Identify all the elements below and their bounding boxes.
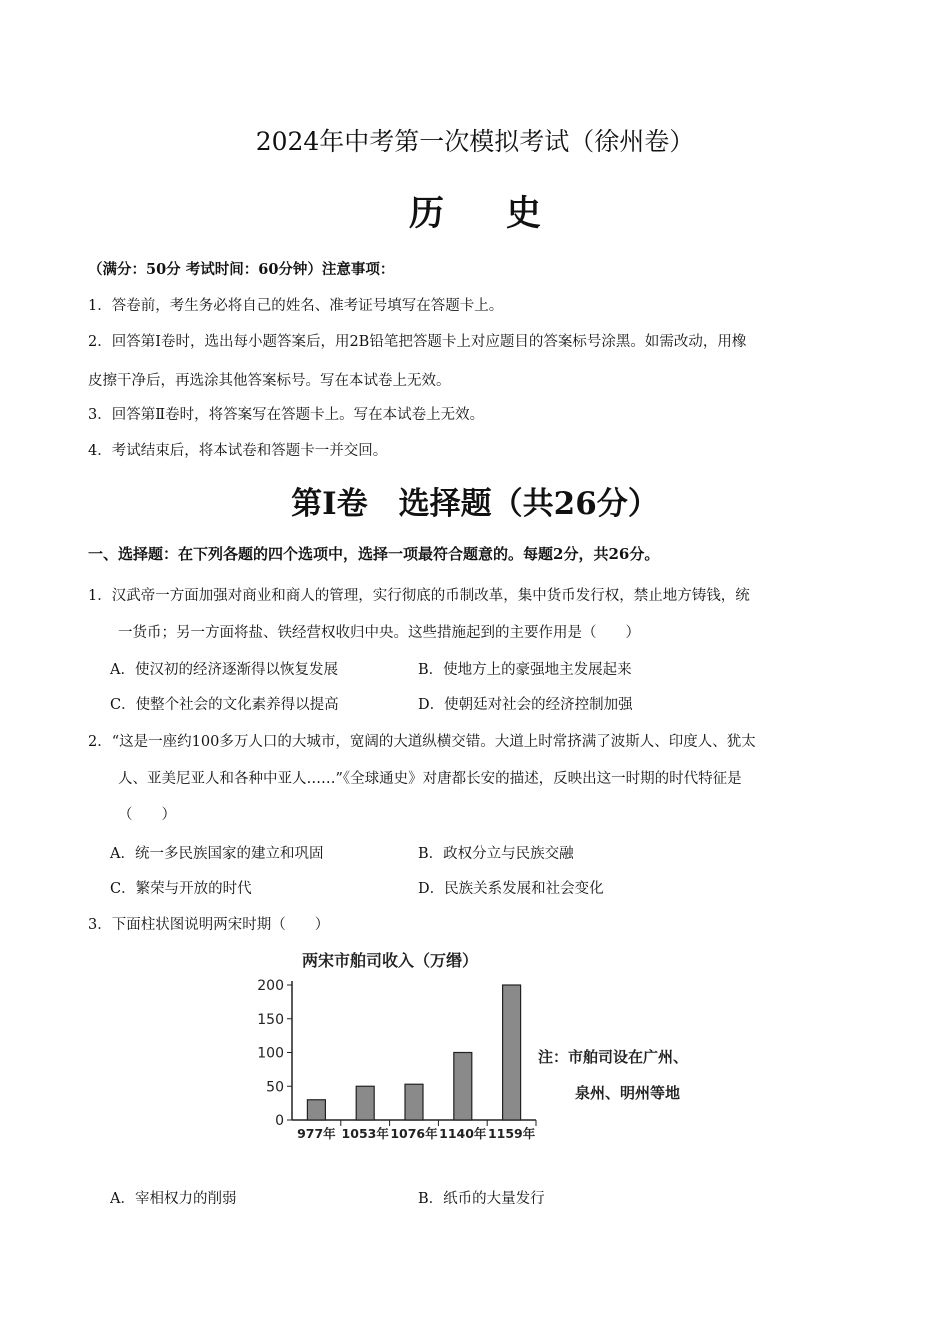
- chart-y-tick-label: 0: [275, 1113, 284, 1129]
- question-2-line-2: 人、亚美尼亚人和各种中亚人……”《全球通史》对唐都长安的描述，反映出这一时期的时代特征是: [118, 771, 742, 787]
- question-2-option-d: D．民族关系发展和社会变化: [418, 881, 604, 897]
- chart-x-tick-label: 1140年: [439, 1126, 487, 1141]
- question-1-option-d: D．使朝廷对社会的经济控制加强: [418, 697, 633, 713]
- chart-x-tick-label: 1076年: [390, 1126, 438, 1141]
- note-2: 2．回答第Ⅰ卷时，选出每小题答案后，用2B铅笔把答题卡上对应题目的答案标号涂黑。如需改动，用橡: [88, 334, 747, 350]
- note-3: 3．回答第Ⅱ卷时，将答案写在答题卡上。写在本试卷上无效。: [88, 407, 485, 423]
- exam-title: 2024年中考第一次模拟考试（徐州卷）: [255, 127, 695, 156]
- exam-meta: （满分：50分 考试时间：60分钟）注意事项：: [88, 261, 395, 278]
- question-3-line-1: 3．下面柱状图说明两宋时期（ ）: [88, 917, 330, 933]
- question-2-line-3: （ ）: [118, 807, 176, 823]
- question-3-option-a: A．宰相权力的削弱: [110, 1191, 237, 1207]
- chart-bar: [454, 1053, 472, 1121]
- question-1-option-c: C．使整个社会的文化素养得以提高: [110, 697, 339, 713]
- chart-y-tick-label: 150: [257, 1011, 284, 1028]
- question-2-line-1: 2．“这是一座约100多万人口的大城市，宽阔的大道纵横交错。大道上时常挤满了波斯人、印度人、犹太: [88, 734, 756, 750]
- question-1-line-1: 1．汉武帝一方面加强对商业和商人的管理，实行彻底的币制改革，集中货币发行权，禁止地方铸钱，统: [88, 588, 750, 604]
- section-title: 第Ⅰ卷 选择题（共26分）: [291, 486, 659, 522]
- question-1-option-b: B．使地方上的豪强地主发展起来: [418, 662, 632, 678]
- chart-x-tick-label: 1053年: [341, 1126, 389, 1141]
- chart-bar: [503, 985, 521, 1120]
- revenue-bar-chart: [240, 940, 740, 1150]
- question-2-option-c: C．繁荣与开放的时代: [110, 881, 252, 897]
- question-2-option-a: A．统一多民族国家的建立和巩固: [110, 846, 324, 862]
- note-2-cont: 皮擦干净后，再选涂其他答案标号。写在本试卷上无效。: [88, 373, 451, 389]
- question-2-option-b: B．政权分立与民族交融: [418, 846, 574, 862]
- chart-bar: [405, 1084, 423, 1120]
- chart-x-tick-label: 1159年: [487, 1126, 536, 1141]
- chart-x-tick-label: 977年: [297, 1126, 336, 1141]
- chart-bar: [356, 1086, 374, 1120]
- chart-y-tick-label: 200: [257, 978, 284, 994]
- chart-note-line-1: 注：市舶司设在广州、: [538, 1048, 689, 1066]
- part-heading: 一、选择题：在下列各题的四个选项中，选择一项最符合题意的。每题2分，共26分。: [88, 545, 660, 563]
- chart-note-line-2: 泉州、明州等地: [575, 1084, 681, 1102]
- question-3-option-b: B．纸币的大量发行: [418, 1191, 545, 1207]
- chart-y-tick-label: 50: [266, 1079, 284, 1096]
- chart-y-tick-label: 100: [257, 1045, 284, 1062]
- chart-bar: [307, 1100, 325, 1120]
- subject-title: 历史: [408, 193, 603, 234]
- note-4: 4．考试结束后，将本试卷和答题卡一并交回。: [88, 443, 388, 459]
- question-1-option-a: A．使汉初的经济逐渐得以恢复发展: [110, 662, 338, 678]
- question-1-line-2: 一货币；另一方面将盐、铁经营权收归中央。这些措施起到的主要作用是（ ）: [118, 625, 640, 641]
- chart-title: 两宋市舶司收入（万缗）: [302, 951, 479, 970]
- note-1: 1．答卷前，考生务必将自己的姓名、准考证号填写在答题卡上。: [88, 298, 504, 314]
